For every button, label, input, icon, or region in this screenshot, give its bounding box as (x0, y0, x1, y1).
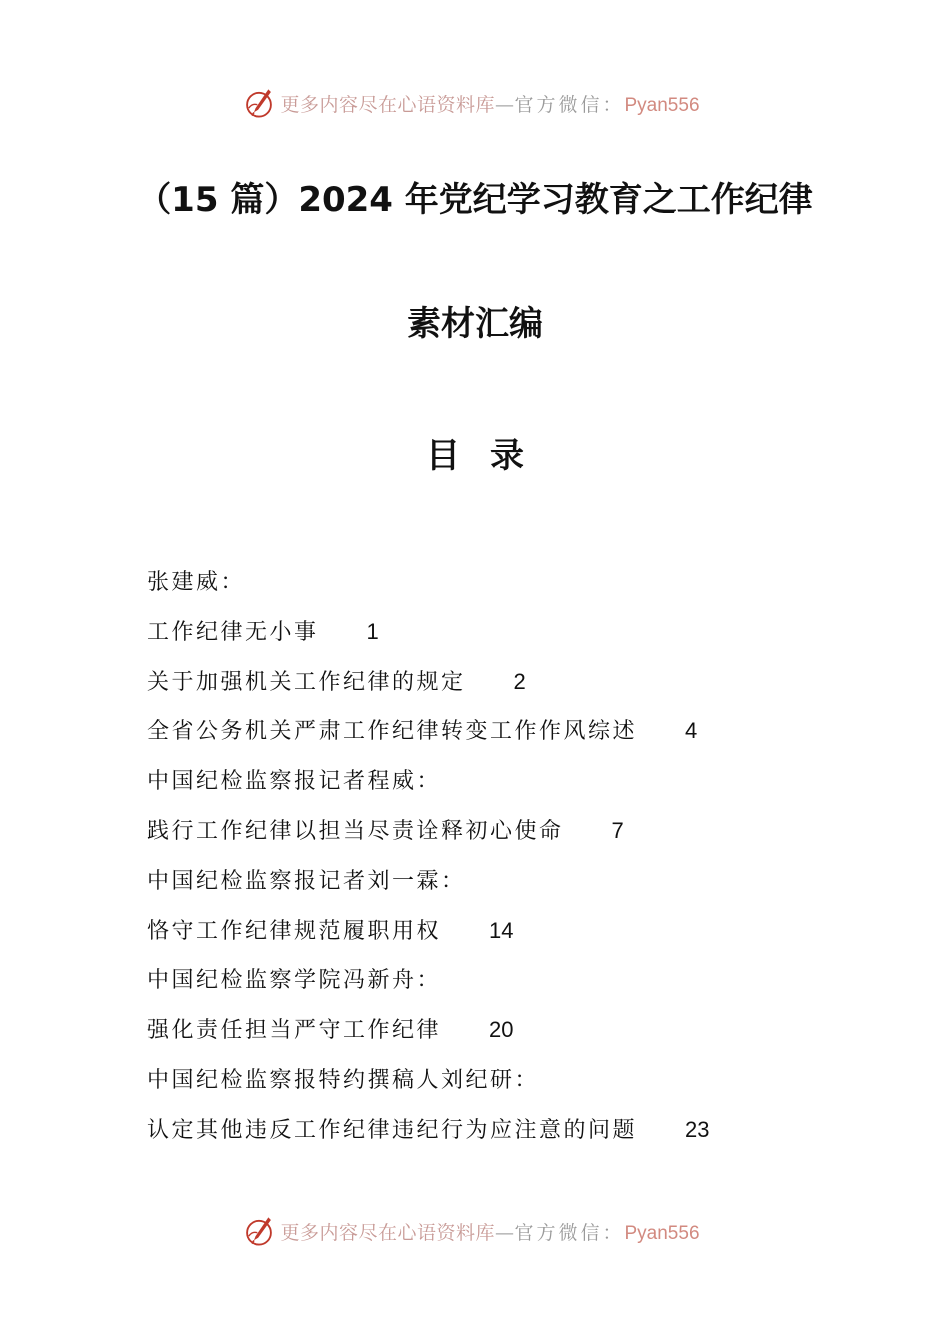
toc-heading: 目录 (426, 436, 554, 476)
document-title-line-1: （15 篇）2024 年党纪学习教育之工作纪律 (137, 180, 813, 220)
toc-entry-page: 7 (611, 817, 624, 843)
toc-entry-text: 中国纪检监察报记者程威： (147, 769, 442, 795)
toc-entry-text: 中国纪检监察报记者刘一霖： (147, 868, 466, 894)
toc-entry-page: 4 (685, 718, 698, 744)
document-title-line-2: 素材汇编 (407, 304, 543, 344)
watermark-text: 更多内容尽在心语资料库—官方微信：Pyan556 (280, 93, 700, 116)
toc-entry-text: 中国纪检监察学院冯新舟： (147, 968, 442, 994)
quill-pen-logo-icon (242, 1214, 276, 1248)
toc-entry[interactable] (147, 562, 867, 612)
toc-entry-text: 工作纪律无小事 (147, 619, 319, 645)
toc-entry-page: 23 (685, 1116, 710, 1142)
watermark-text: 更多内容尽在心语资料库—官方微信：Pyan556 (280, 1221, 700, 1244)
toc-entry[interactable] (147, 612, 867, 662)
toc-entry-text: 张建威： (147, 570, 246, 595)
toc-entry-page: 14 (489, 917, 514, 943)
toc-entry[interactable] (147, 811, 867, 861)
toc-entry-text: 中国纪检监察报特约撰稿人刘纪研： (147, 1067, 540, 1093)
table-of-contents (147, 562, 867, 1160)
toc-entry[interactable] (147, 662, 867, 712)
header-watermark (0, 83, 950, 123)
toc-entry-text: 强化责任担当严守工作纪律 (147, 1018, 442, 1044)
toc-entry[interactable] (147, 1110, 867, 1160)
toc-entry[interactable] (147, 861, 867, 911)
quill-pen-logo-icon (242, 86, 276, 120)
toc-entry[interactable] (147, 1060, 867, 1110)
toc-entry[interactable] (147, 1010, 867, 1060)
toc-entry-text: 全省公务机关严肃工作纪律转变工作作风综述 (147, 719, 638, 745)
toc-entry[interactable] (147, 761, 867, 811)
toc-entry-page: 20 (489, 1017, 514, 1043)
toc-entry-page: 1 (366, 618, 379, 644)
toc-entry-text: 恪守工作纪律规范履职用权 (147, 918, 442, 944)
toc-entry-text: 认定其他违反工作纪律违纪行为应注意的问题 (147, 1117, 638, 1143)
toc-entry-page: 2 (513, 668, 526, 694)
toc-entry[interactable] (147, 960, 867, 1010)
toc-entry[interactable] (147, 911, 867, 961)
toc-entry[interactable] (147, 711, 867, 761)
toc-entry-text: 关于加强机关工作纪律的规定 (147, 669, 466, 695)
footer-watermark (0, 1211, 950, 1251)
toc-entry-text: 践行工作纪律以担当尽责诠释初心使命 (147, 818, 564, 844)
